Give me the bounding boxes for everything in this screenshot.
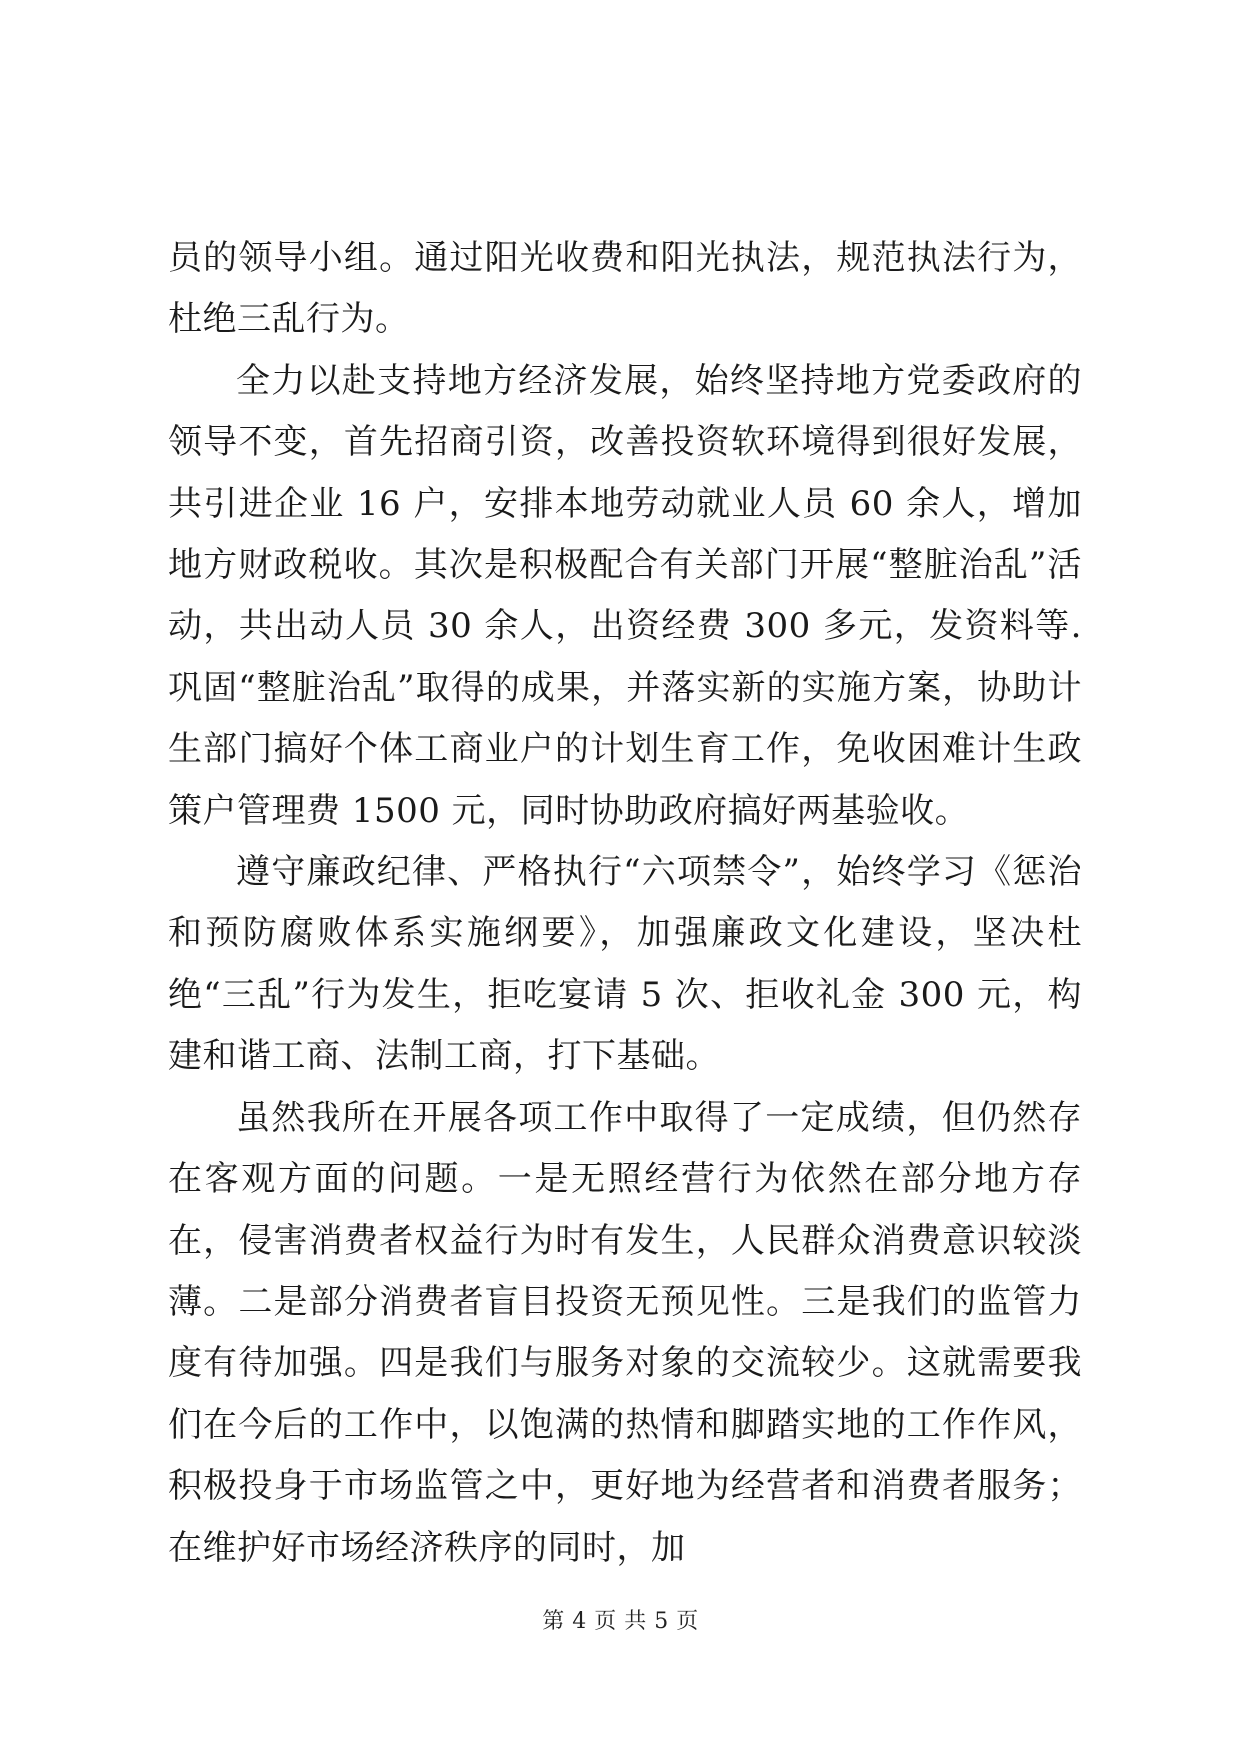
document-body: [168, 228, 1082, 1579]
paragraph-economic-support: 全力以赴支持地方经济发展，始终坚持地方党委政府的领导不变，首先招商引资，改善投资软环境得到很好发展，共引进企业 16 户，安排本地劳动就业人员 60 余人，增加地方财政税收。其次是积极配合有关部门开展“整脏治乱”活动，共出动人员 30 余人，出资经费 300 多元，发资料等.巩固“整脏治乱”取得的成果，并落实新的实施方案，协助计生部门搞好个体工商业户的计划生育工作，免收困难计生政策户管理费 1500 元，同时协助政府搞好两基验收。: [168, 360, 1082, 831]
paragraph-continuation: 员的领导小组。通过阳光收费和阳光执法，规范执法行为，杜绝三乱行为。: [168, 238, 1082, 340]
paragraph-integrity-discipline: 遵守廉政纪律、严格执行“六项禁令”，始终学习《惩治和预防腐败体系实施纲要》，加强廉政文化建设，坚决杜绝“三乱”行为发生，拒吃宴请 5 次、拒收礼金 300 元，构建和谐工商、法制工商，打下基础。: [168, 852, 1082, 1077]
page-number-footer: 第 4 页 共 5 页: [542, 1609, 699, 1634]
paragraph-problems-outlook: 虽然我所在开展各项工作中取得了一定成绩，但仍然存在客观方面的问题。一是无照经营行为依然在部分地方存在，侵害消费者权益行为时有发生，人民群众消费意识较淡薄。二是部分消费者盲目投资无预见性。三是我们的监管力度有待加强。四是我们与服务对象的交流较少。这就需要我们在今后的工作中，以饱满的热情和脚踏实地的工作作风，积极投身于市场监管之中，更好地为经营者和消费者服务；在维护好市场经济秩序的同时，加: [168, 1097, 1082, 1568]
